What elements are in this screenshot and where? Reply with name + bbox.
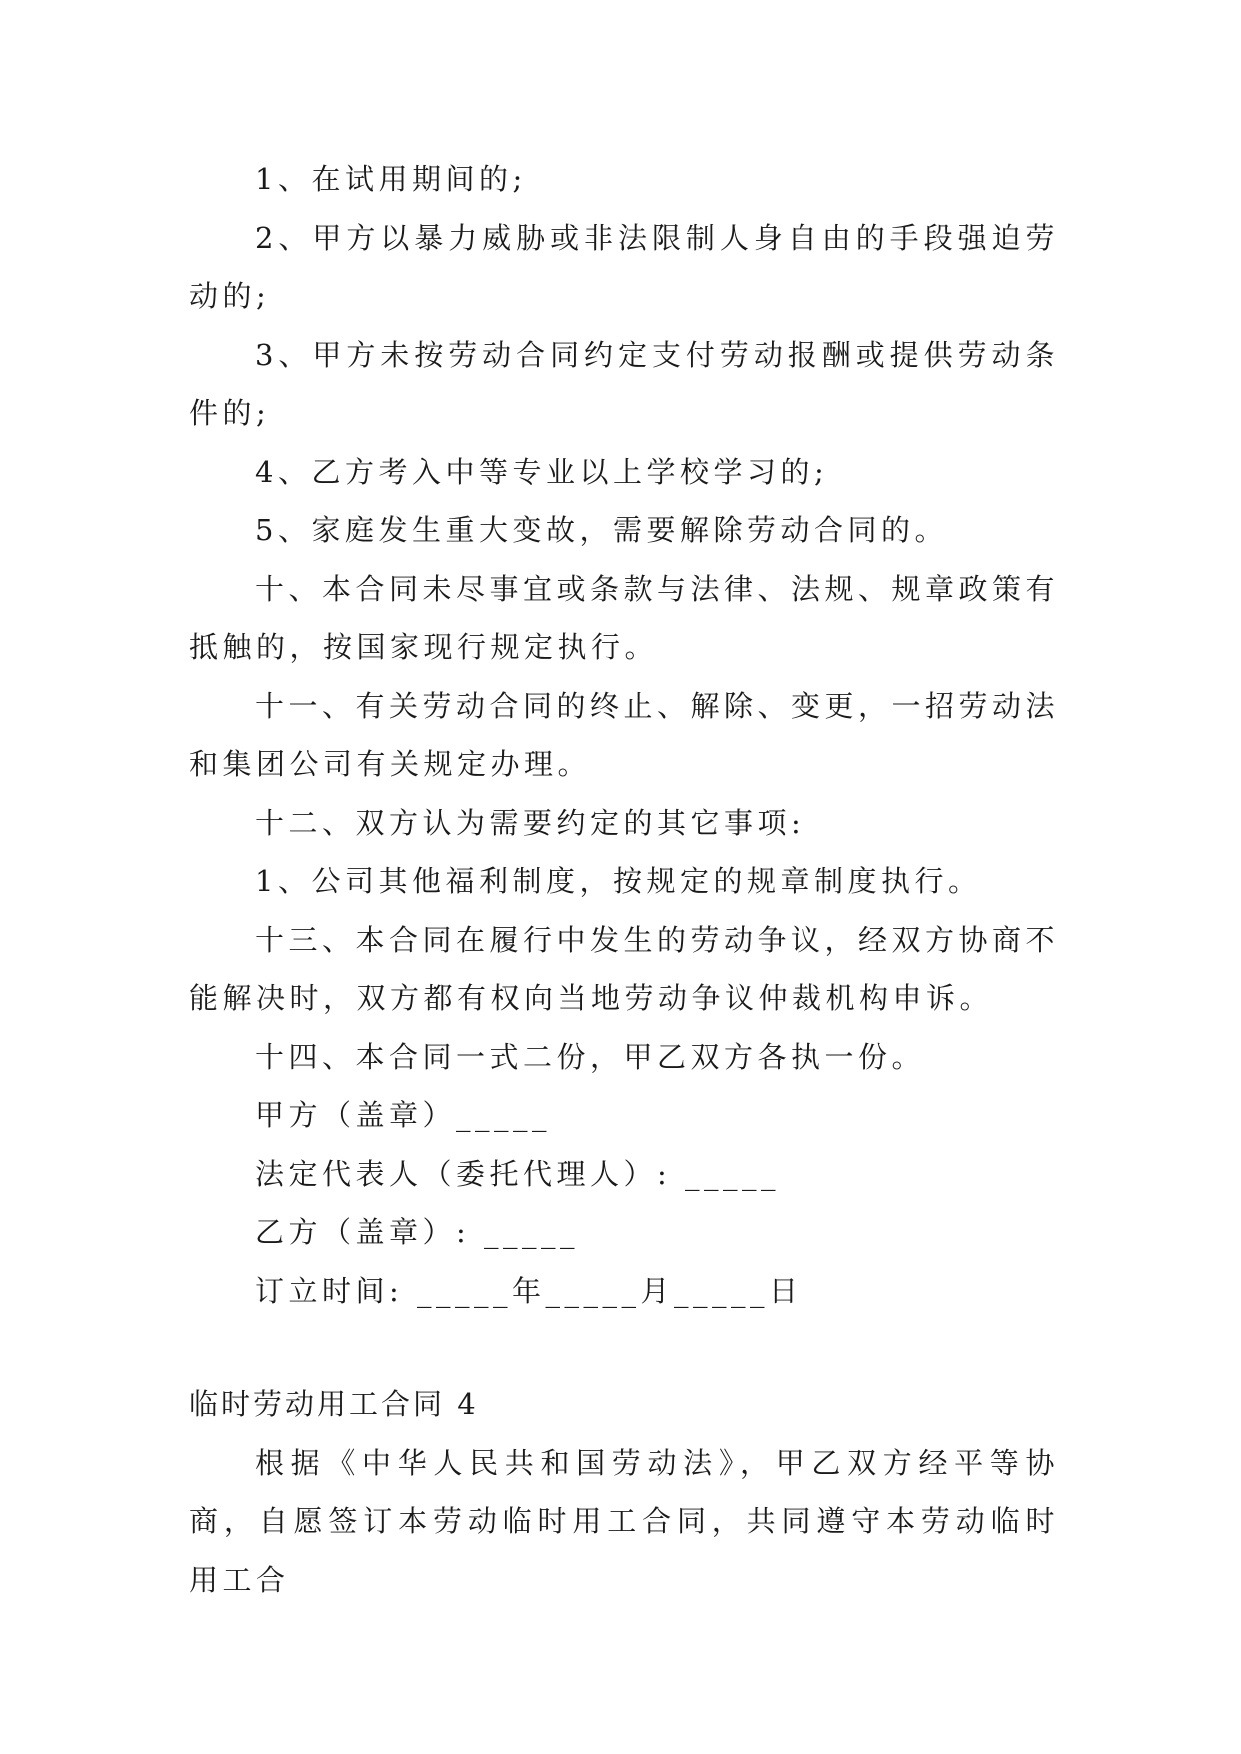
clause-ten: 十、本合同未尽事宜或条款与法律、法规、规章政策有抵触的，按国家现行规定执行。 <box>189 571 1060 664</box>
section-gap <box>189 1320 1059 1375</box>
clause-item-5: 5、家庭发生重大变故，需要解除劳动合同的。 <box>255 513 948 547</box>
section-intro-paragraph: 根据《中华人民共和国劳动法》，甲乙双方经平等协商，自愿签订本劳动临时用工合同，共同遵守本劳动临时用工合 <box>189 1445 1059 1597</box>
clause-item-1: 1、在试用期间的; <box>255 162 527 196</box>
clause-item-3: 3、甲方未按劳动合同约定支付劳动报酬或提供劳动条件的; <box>189 337 1059 430</box>
section-title: 临时劳动用工合同 4 <box>189 1387 479 1421</box>
clause-twelve-item-1: 1、公司其他福利制度，按规定的规章制度执行。 <box>255 864 982 898</box>
clause-fourteen: 十四、本合同一式二份，甲乙双方各执一份。 <box>255 1039 926 1074</box>
clause-item-2: 2、甲方以暴力威胁或非法限制人身自由的手段强迫劳动的; <box>189 220 1059 313</box>
party-b-seal-line: 乙方（盖章）: _____ <box>255 1215 579 1249</box>
document-body <box>189 150 1059 1609</box>
clause-eleven: 十一、有关劳动合同的终止、解除、变更，一招劳动法和集团公司有关规定办理。 <box>189 688 1060 781</box>
party-a-seal-line: 甲方（盖章）_____ <box>255 1098 552 1132</box>
legal-representative-line: 法定代表人（委托代理人）: _____ <box>255 1156 780 1191</box>
signing-date-line: 订立时间: _____年_____月_____日 <box>255 1273 803 1308</box>
clause-thirteen: 十三、本合同在履行中发生的劳动争议，经双方协商不能解决时，双方都有权向当地劳动争议仲裁机构申诉。 <box>189 922 1060 1015</box>
clause-twelve: 十二、双方认为需要约定的其它事项: <box>255 805 806 840</box>
clause-item-4: 4、乙方考入中等专业以上学校学习的; <box>255 454 829 489</box>
